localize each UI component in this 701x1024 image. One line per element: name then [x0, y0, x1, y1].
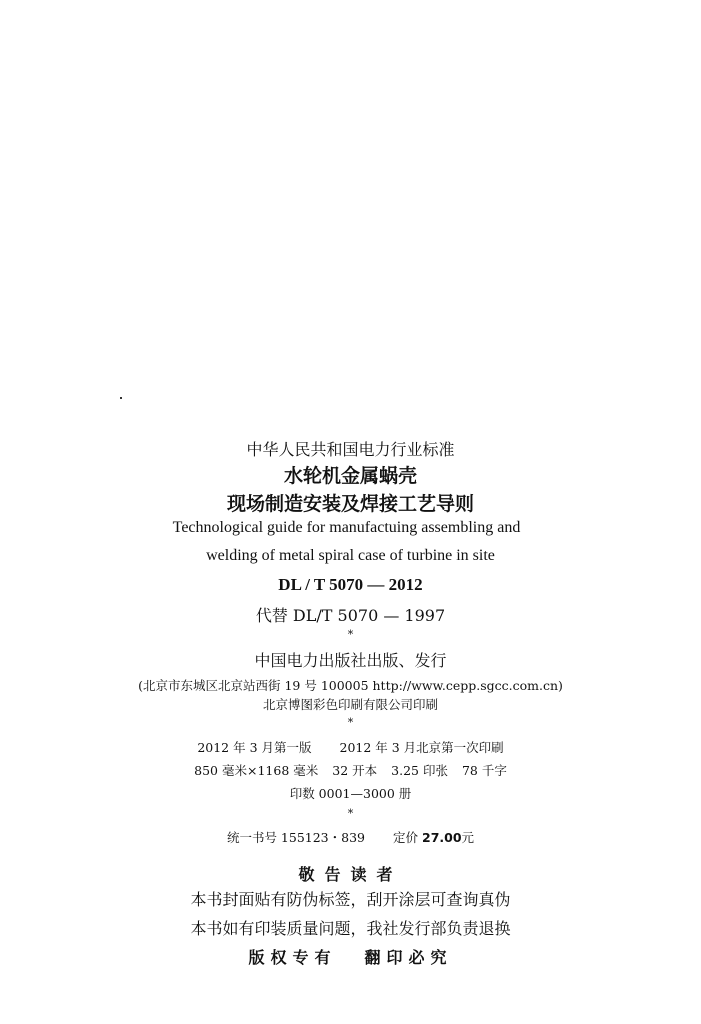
format-words: 78 千字 — [461, 763, 507, 778]
format-size: 850 毫米×1168 毫米 — [194, 763, 319, 778]
copyright-right: 翻印必究 — [364, 948, 453, 967]
title-en-line1: Technological guide for manufactuing assembling and — [172, 519, 521, 536]
price-unit: 元 — [461, 830, 475, 845]
notice-line1: 本书封面贴有防伪标签，刮开涂层可查询真伪 — [190, 890, 511, 909]
edition-print: 2012 年 3 月北京第一次印刷 — [339, 740, 504, 755]
publisher: 中国电力出版社出版、发行 — [254, 651, 447, 670]
format-sheets: 3.25 印张 — [391, 763, 448, 778]
printer: 北京博图彩色印刷有限公司印刷 — [262, 697, 438, 712]
title-cn-line2: 现场制造安装及焊接工艺导则 — [226, 493, 474, 515]
scan-speck — [120, 397, 122, 399]
print-run: 印数 0001—3000 册 — [289, 786, 412, 801]
price-label: 定价 — [393, 830, 419, 845]
copyright-left: 版权专有 — [248, 948, 337, 967]
isbn-price-line — [0, 828, 701, 846]
title-en-line2: welding of metal spiral case of turbine in site — [206, 547, 495, 564]
isbn-label: 统一书号 155123・839 — [226, 830, 365, 845]
edition-first: 2012 年 3 月第一版 — [197, 740, 312, 755]
standard-code: DL / T 5070 — 2012 — [278, 575, 423, 594]
format-info — [0, 761, 701, 779]
separator-star: * — [347, 807, 354, 820]
separator-star: * — [347, 716, 354, 729]
publisher-address: (北京市东城区北京站西街 19 号 100005 http://www.cepp.sgcc.com.cn) — [138, 678, 563, 693]
notice-line2: 本书如有印装质量问题，我社发行部负责退换 — [190, 919, 511, 938]
copyright-line — [0, 945, 701, 968]
title-cn-line1: 水轮机金属蜗壳 — [283, 465, 417, 487]
standard-category: 中华人民共和国电力行业标准 — [246, 440, 455, 459]
edition-info — [0, 738, 701, 756]
replaces-standard: 代替 DL/T 5070 — 1997 — [255, 606, 446, 625]
notice-title: 敬告读者 — [298, 865, 403, 884]
price-value: 27.00 — [422, 830, 462, 845]
separator-star: * — [347, 628, 354, 641]
format-kai: 32 开本 — [332, 763, 378, 778]
